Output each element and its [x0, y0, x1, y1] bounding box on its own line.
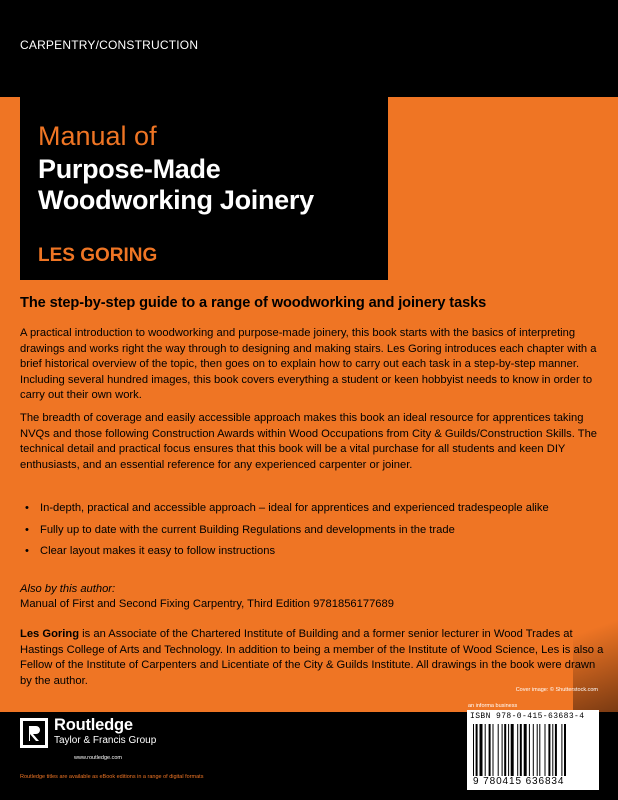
- informa-tag: an informa business: [468, 703, 518, 709]
- feature-item: • Clear layout makes it easy to follow instructions: [20, 544, 580, 560]
- barcode-digits: 9 780415 636834: [473, 776, 565, 787]
- title-line2a: Purpose-Made: [38, 154, 221, 184]
- author-bio: [20, 627, 606, 689]
- feature-list: [20, 501, 580, 566]
- barcode-bars: [473, 724, 593, 776]
- publisher-website: www.routledge.com: [74, 755, 122, 761]
- ebook-note: Routledge titles are available as eBook editions in a range of digital formats: [20, 774, 204, 780]
- tagline: The step-by-step guide to a range of woodworking and joinery tasks: [20, 295, 487, 311]
- category-label: CARPENTRY/CONSTRUCTION: [20, 38, 199, 52]
- title-line1: Manual of: [38, 121, 157, 151]
- also-by-label: Also by this author:: [20, 583, 116, 595]
- isbn-barcode: [467, 710, 599, 790]
- description-paragraph-2: The breadth of coverage and easily accessible approach makes this book an ideal resource for apprentices taking NVQs and those following Construction Awards within Wood Occupations from City & Guilds/Construction Skills. The technical detail and practical focus ensures that this book will be a vital purchase for all students and keen DIY enthusiasts, and an essential reference for any experienced carpenter or joiner.: [20, 412, 598, 471]
- feature-item: • In-depth, practical and accessible approach – ideal for apprentices and experienced tradespeople alike: [20, 501, 580, 517]
- publisher-name: Routledge: [54, 716, 133, 734]
- cover-credit: Cover image: © Shutterstock.com: [515, 687, 598, 693]
- also-by-title: Manual of First and Second Fixing Carpentry, Third Edition 9781856177689: [20, 598, 394, 610]
- bio-name: Les Goring: [20, 628, 80, 640]
- bio-text: is an Associate of the Chartered Institute of Building and a former senior lecturer in Wood Trades at Hastings College of Arts and Technology. In addition to being a member of the Institute of Wood Science, Les is also a Fellow of the Institute of Carpenters and Licentiate of the City & Guilds Institute. All drawings in the book were drawn by the author.: [20, 628, 604, 687]
- routledge-logo-icon: [20, 718, 48, 748]
- author-name: LES GORING: [38, 245, 158, 266]
- description-paragraph-1: A practical introduction to woodworking and purpose-made joinery, this book starts with the basics of interpreting drawings and works right the way through to designing and making stairs. Les Goring introduces each chapter with a brief historical overview of the topic, then goes on to explain how to carry out each task in a step-by-step manner. Including several hundred images, this book covers everything a student or keen hobbyist needs to know in order to carry out their own work.: [20, 327, 597, 402]
- isbn-text: ISBN 978-0-415-63683-4: [470, 712, 585, 721]
- feature-item: • Fully up to date with the current Building Regulations and developments in the trade: [20, 523, 580, 539]
- publisher-group: Taylor & Francis Group: [54, 735, 157, 746]
- title-main: [38, 154, 314, 216]
- title-line2b: Woodworking Joinery: [38, 185, 314, 215]
